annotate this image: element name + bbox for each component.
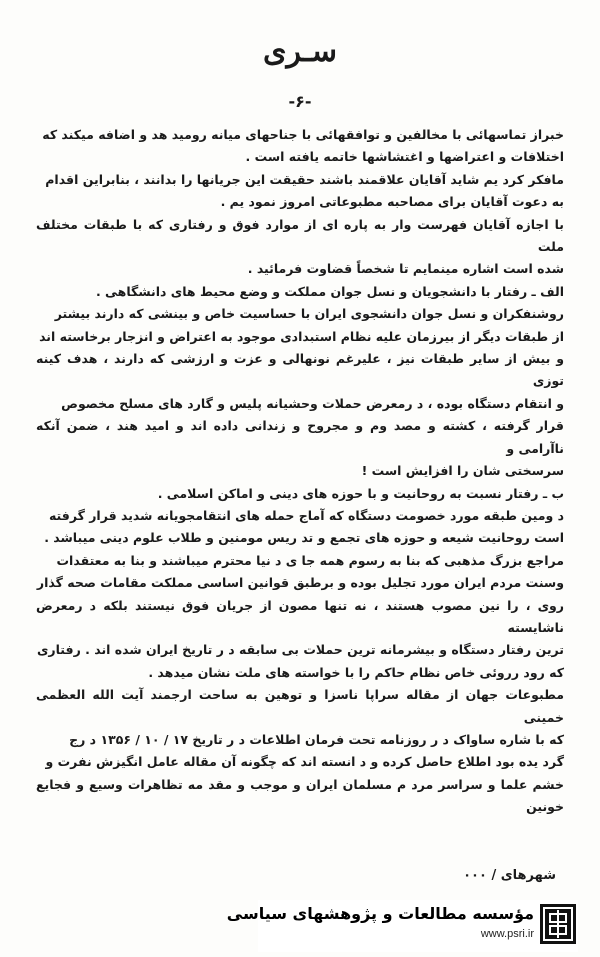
continuation-text: شهرهای / ۰۰۰ [463,868,556,883]
text-line: که رود رروئی خاص نظام حاکم را با خواسته های ملت نشان میدهد . [148,664,564,680]
classification-header: سـرى [263,34,337,69]
page-number: -۶- [288,92,312,111]
text-line: روی ، را نین مصوب هستند ، نه تنها مصون از جریان فوق نیستند بلکه د رمعرض ناشایسته [36,597,564,635]
text-line: ترین رفتار دستگاه و بیشرمانه ترین حملات بی سابقه د ر تاریخ ایران شده اند . رفتاری [36,642,564,658]
text-line: قرار گرفته ، کشته و مصد وم و مجروح و زندانی داده اند و امید هند ، ضمن آنکه ناآرامی و [36,418,564,456]
text-line: از طبقات دیگر از بیرزمان علیه نظام استبدادی موجود به اعتراض و انزجار برخاسته اند [39,328,564,344]
watermark-url: www.psri.ir [480,928,534,940]
text-line: روشنفکران و نسل جوان دانشجوی ایران با حساسیت خاص و بینشی که دارند بیشتر [54,306,564,322]
section-heading-alef: الف ـ رفتار با دانشجویان و نسل جوان مملکت و وضع محیط های دانشگاهی . [95,283,564,299]
text-line: خبراز تماسهائی با مخالفین و توافقهائی با جناحهای میانه رومید هد و اضافه میکند که [42,127,564,142]
text-line: گرد یده بود اطلاع حاصل کرده و د انسته اند که چگونه آن مقاله عامل انگیزش نفرت و [45,754,564,770]
text-line: شده است اشاره مینمایم تا شخصاً قضاوت فرمائید . [247,261,564,277]
section-heading-be: ب ـ رفتار نسبت به روحانیت و با حوزه های دینی و اماکن اسلامی . [157,485,564,501]
text-line: مطبوعات جهان از مقاله سراپا ناسزا و توهین به ساحت ارجمند آیت الله العظمی خمینی [36,687,564,725]
text-line: به دعوت آقایان برای مصاحبه مطبوعاتی امروز نمود یم . [220,194,564,210]
text-line: وسنت مردم ایران مورد تجلیل بوده و برطبق قوانین اساسی مملکت مقامات صحه گذار [36,575,564,591]
text-line: است روحانیت شیعه و حوزه های تجمع و تد ریس مومنین و طلاب علوم دینی میباشد . [44,530,564,546]
text-line: مافکر کرد یم شاید آقایان علاقمند باشند حقیقت این جریانها را بدانند ، بنابراین اقدام [45,171,564,187]
watermark-text: مؤسسه مطالعات و پژوهشهای سیاسی [226,904,534,923]
text-line: سرسختی شان را افزایش است ! [361,463,564,479]
text-line: و انتقام دستگاه بوده ، د رمعرض حملات وحشیانه پلیس و گارد های مسلح مخصوص [61,395,564,411]
body-text [36,124,564,819]
text-line: و بیش از سایر طبقات نیز ، علیرغم نونهالی و عزت و ارزشی که دارند ، هدف کینه توزی [36,351,564,389]
text-line: که با شاره ساواک د ر روزنامه تحت فرمان اطلاعات د ر تاریخ ۱۷ / ۱۰ / ۱۳۵۶ د رج [69,731,564,747]
text-line: مراجع بزرگ مذهبی که بنا به رسوم همه جا ی د نیا محترم میباشند و بنا به معتقدات [56,552,564,568]
text-line: د ومین طبقه مورد خصومت دستگاه که آماج حمله های انتقامجویانه شدید قرار گرفته [48,507,564,523]
institute-logo-icon [540,904,576,944]
text-line: خشم علما و سراسر مرد م مسلمان ایران و موجب و مقد مه تظاهرات وسیع و فجایع خونین [36,776,564,815]
text-line: با اجازه آقایان فهرست وار به پاره ای از موارد فوق و رفتاری که با طبقات مختلف ملت [36,216,564,255]
watermark [226,900,578,952]
text-line: اختلافات و اعتراضها و اغتشاشها خاتمه یافته است . [245,149,564,165]
